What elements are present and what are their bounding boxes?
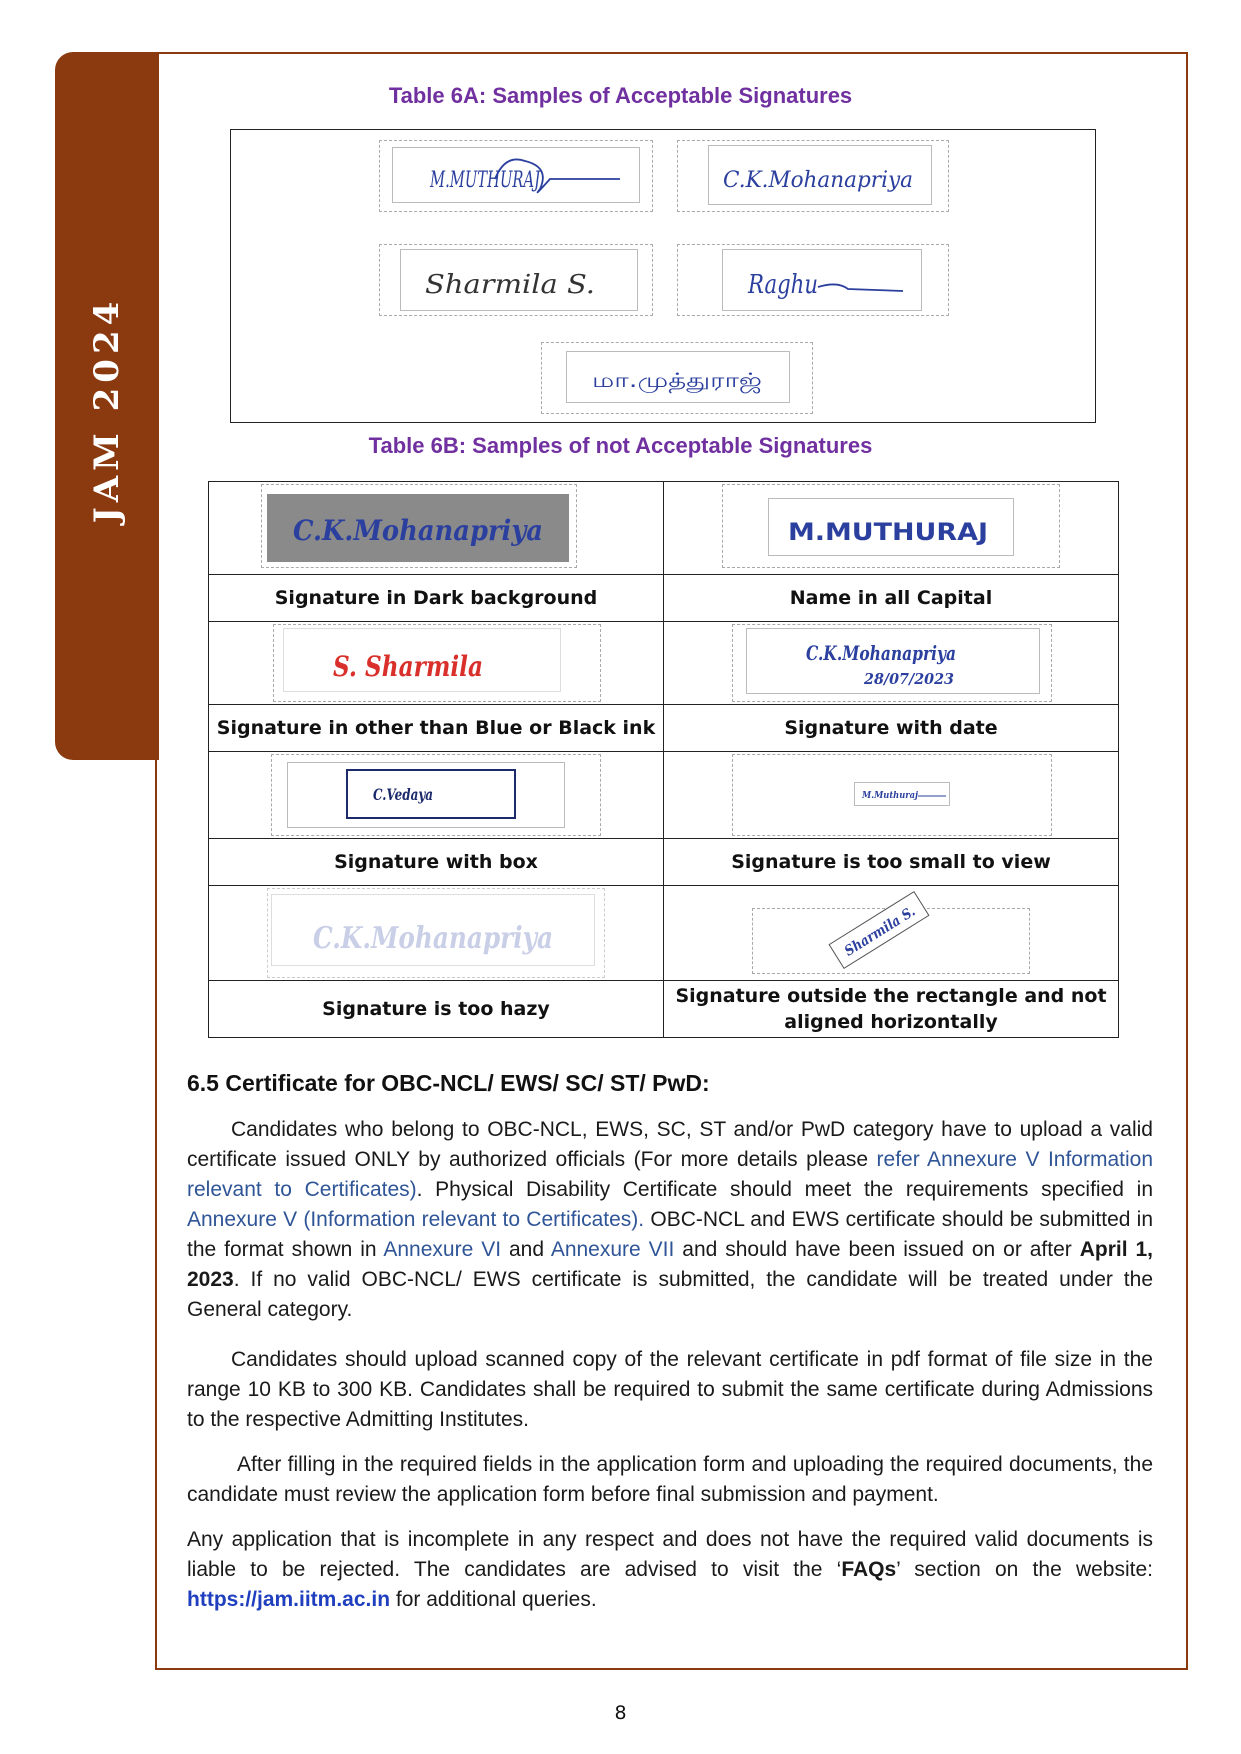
- sample-cell: [664, 886, 1119, 981]
- table-row: [209, 886, 1119, 981]
- svg-text:C.K.Mohanapriya: C.K.Mohanapriya: [313, 921, 553, 956]
- sample-cell: [664, 482, 1119, 575]
- signature-dark-background: [289, 498, 559, 558]
- sample-cell: [209, 482, 664, 575]
- signature-with-box: [345, 766, 495, 822]
- signature-outside-rectangle: [824, 888, 934, 968]
- signature-too-small: [858, 784, 948, 804]
- svg-text:Sharmila S.: Sharmila S.: [841, 898, 928, 960]
- paragraph-4: Any application that is incomplete in any respect and does not have the required valid documents is liable to be rejected. The candidates are advised to visit the ‘FAQs’ section on the website: https://jam.iitm.ac.in for additional queries.: [187, 1528, 1153, 1611]
- table-6a-caption: Table 6A: Samples of Acceptable Signatures: [388, 83, 853, 108]
- signature-mohanapriya: [718, 149, 928, 205]
- section-title: 6.5 Certificate for OBC-NCL/ EWS/ SC/ ST/ PwD:: [187, 1070, 710, 1096]
- svg-text:M.MUTHURAJ: M.MUTHURAJ: [429, 168, 541, 193]
- paragraph-2: Candidates should upload scanned copy of the relevant certificate in pdf format of file size in the range 10 KB to 300 KB. Candidates shall be required to submit the same certificate during Admissions to the respective Admitting Institutes.: [187, 1348, 1153, 1431]
- svg-text:C.Vedaya: C.Vedaya: [373, 785, 433, 804]
- signature-too-hazy: [309, 908, 569, 968]
- signature-tamil: [582, 353, 782, 403]
- table-row: [209, 705, 1119, 752]
- website-link[interactable]: https://jam.iitm.ac.in: [187, 1588, 391, 1611]
- signature-sample: [677, 140, 949, 212]
- table-row: [209, 981, 1119, 1038]
- label-cell: Signature with date: [664, 705, 1119, 752]
- svg-text:28/07/2023: 28/07/2023: [863, 670, 954, 688]
- signature-raghu: [738, 253, 918, 311]
- signature-all-capital: [784, 500, 1004, 556]
- table-row: [209, 575, 1119, 622]
- label-cell: Signature in Dark background: [209, 575, 664, 622]
- table-row: [209, 482, 1119, 575]
- annexure-v-link[interactable]: Annexure V (Information relevant to Certificates).: [187, 1208, 645, 1231]
- sidebar-label: JAM 2024: [87, 296, 127, 524]
- svg-text:M.MUTHURAJ: M.MUTHURAJ: [788, 518, 988, 546]
- not-acceptable-signatures-table: [208, 481, 1119, 1038]
- annexure-vi-link[interactable]: Annexure VI: [383, 1238, 502, 1261]
- svg-text:Sharmila S.: Sharmila S.: [425, 270, 595, 300]
- annexure-v-link[interactable]: refer Annexure V Information relevant to Certificates): [187, 1148, 1153, 1201]
- table-6b-caption: Table 6B: Samples of not Acceptable Signatures: [368, 433, 873, 458]
- svg-text:S. Sharmila: S. Sharmila: [333, 650, 483, 683]
- signature-sharmila: [420, 253, 630, 311]
- label-cell: Signature is too small to view: [664, 839, 1119, 886]
- table-row: [209, 839, 1119, 886]
- label-line: aligned horizontally: [784, 1011, 998, 1033]
- svg-text:M.Muthuraj: M.Muthuraj: [861, 791, 919, 801]
- annexure-vii-link[interactable]: Annexure VII: [550, 1238, 675, 1261]
- signature-sample: [541, 342, 813, 414]
- label-cell: Signature is too hazy: [209, 981, 664, 1038]
- svg-text:C.K.Mohanapriya: C.K.Mohanapriya: [806, 641, 956, 665]
- sample-cell: [209, 886, 664, 981]
- signature-sample: [379, 244, 653, 316]
- label-cell: [664, 981, 1119, 1038]
- svg-text:C.K.Mohanapriya: C.K.Mohanapriya: [293, 514, 543, 547]
- acceptable-signatures-box: [230, 129, 1096, 423]
- paragraph-1: Candidates who belong to OBC-NCL, EWS, SC, ST and/or PwD category have to upload a valid certificate issued ONLY by authorized officials (For more details please refer Annexure V Information relevant to Certificates). Physical Disability Certificate should meet the requirements specified in Annexure V (Information relevant to Certificates). OBC-NCL and EWS certificate should be submitted in the format shown in Annexure VI and Annexure VII and should have been issued on or after April 1, 2023. If no valid OBC-NCL/ EWS certificate is submitted, the candidate will be treated under the General category.: [187, 1118, 1154, 1321]
- sample-cell: [664, 752, 1119, 839]
- label-line: Signature outside the rectangle and not: [675, 985, 1107, 1007]
- table-row: [209, 752, 1119, 839]
- svg-text:Raghu: Raghu: [747, 270, 818, 300]
- signature-sample: [677, 244, 949, 316]
- paragraph-3: After filling in the required fields in the application form and uploading the required documents, the candidate must review the application form before final submission and payment.: [187, 1453, 1153, 1506]
- label-cell: Signature in other than Blue or Black ink: [209, 705, 664, 752]
- label-cell: Signature with box: [209, 839, 664, 886]
- svg-text:மா.முத்துராஜ்: மா.முத்துராஜ்: [592, 368, 715, 392]
- sample-cell: [209, 622, 664, 705]
- signature-sample: [379, 140, 653, 212]
- signature-muthuraj: [400, 149, 640, 205]
- signature-with-date: [804, 632, 1004, 696]
- signature-red-ink: [329, 632, 549, 692]
- table-row: [209, 622, 1119, 705]
- label-cell: Name in all Capital: [664, 575, 1119, 622]
- sample-cell: [664, 622, 1119, 705]
- sample-cell: [209, 752, 664, 839]
- svg-text:C.K.Mohanapriya: C.K.Mohanapriya: [723, 168, 913, 193]
- page-number: 8: [614, 1702, 627, 1724]
